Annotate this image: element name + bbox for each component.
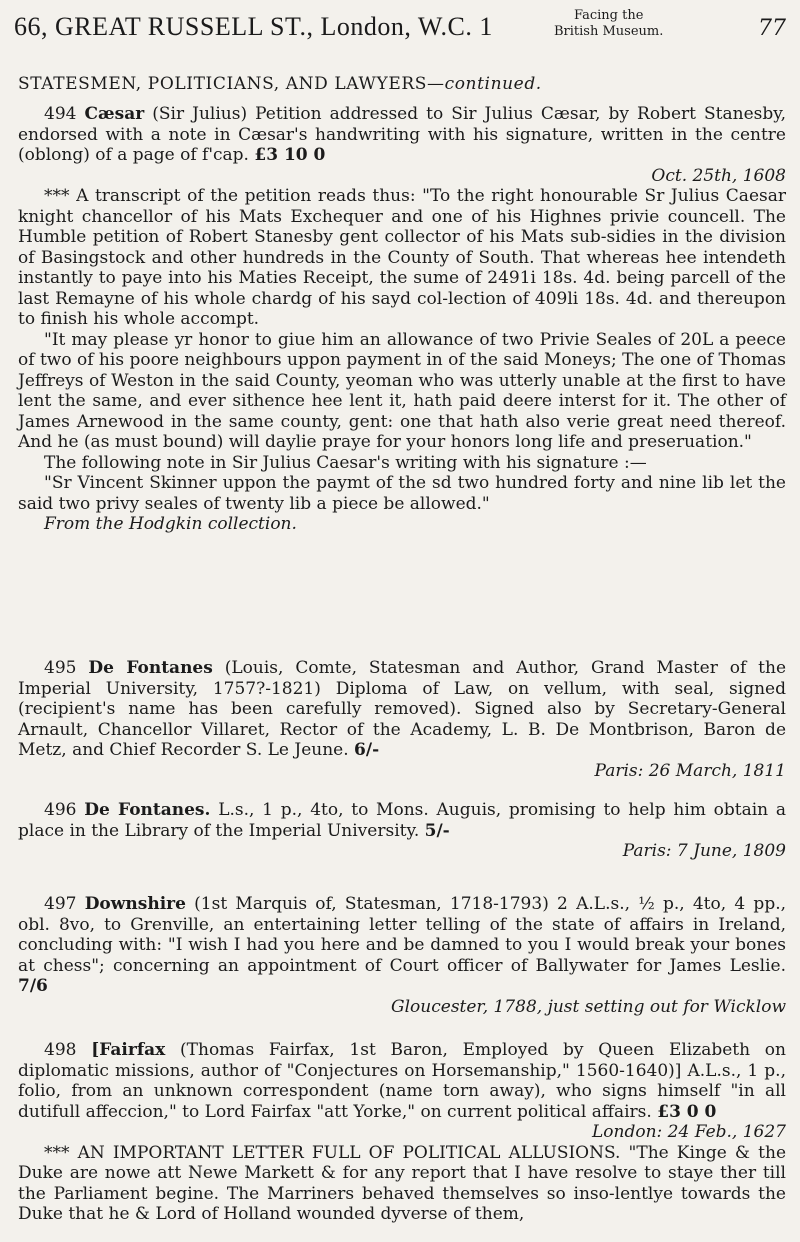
header-facing-note: [554, 8, 663, 40]
lot-price: £3 10 0: [254, 145, 326, 165]
lot-number: 497: [44, 894, 77, 914]
lot-496: [18, 800, 786, 862]
lot-description: (1st Marquis of, Statesman, 1718-1793) 2 A.L.s., ½ p., 4to, 4 pp., obl. 8vo, to Grenville, an entertaining letter telling of the state of affairs in Ireland, concluding with: "I wish I had you here and be damned to you I would break your bones at chess"; concerning an appointment of Court officer of Ballywater for James Leslie.: [18, 894, 787, 976]
lot-note: "It may please yr honor to giue him an allowance of two Privie Seales of 20L a peece of two of his poore neighbours uppon payment in of the said Moneys; The one of Thomas Jeffreys of Weston in the said County, yeoman who was utterly unable at the first to have lent the same, and ever sithence hee lent it, hath paid deere interst for it. The other of James Arnewood in the same county, gent: one that hath also verie great need thereof. And he (as must bound) will daylie praye for your honors long life and preseruation.": [18, 329, 786, 452]
lot-date: London: 24 Feb., 1627: [592, 1122, 786, 1142]
lot-date: Gloucester, 1788, just setting out for Wicklow: [391, 996, 786, 1017]
page-header: [14, 8, 786, 60]
lot-date: Paris: 7 June, 1809: [622, 841, 786, 861]
lot-note: *** A transcript of the petition reads thus: "To the right honourable Sr Julius Caesar knight chancellor of his Mats Exchequer and one of his Highnes privie councell. The Humble petition of Robert Stanesby gent collector of his Mats sub-sidies in the division of Basingstock and other hundreds in the County of South. That whereas hee intendeth instantly to paye into his Maties Receipt, the sume of 2491i 18s. 4d. being parcell of the last Remayne of his whole chardg of his sayd col-lection of 409li 18s. 4d. and thereupon to finish his whole accompt.: [18, 186, 786, 329]
lot-name: Downshire: [84, 894, 186, 914]
section-title-continued: continued.: [444, 74, 542, 94]
lot-name: De Fontanes.: [84, 800, 211, 820]
lot-number: 495: [44, 658, 77, 678]
lot-date: Paris: 26 March, 1811: [594, 760, 786, 781]
lot-494: [18, 104, 786, 535]
facing-line-1: Facing the: [573, 8, 644, 23]
lot-price: 7/6: [18, 976, 48, 996]
lot-description: (Louis, Comte, Statesman and Author, Grand Master of the Imperial University, 1757?-1821) Diploma of Law, on vellum, with seal, signed (recipient's name has been carefully removed). Signed also by Secretary-General Arnault, Chancellor Villaret, Rector of the Academy, L. B. De Montbrison, Baron de Metz, and Chief Recorder S. Le Jeune.: [18, 658, 787, 760]
lot-description: (Thomas Fairfax, 1st Baron, Employed by Queen Elizabeth on diplomatic missions, author of "Conjectures on Horsemanship," 1560-1640)] A.L.s., 1 p., folio, from an unknown correspondent (name torn away), who signs himself "in all dutifull affeccion," to Lord Fairfax "att Yorke," on current political affairs.: [18, 1040, 786, 1122]
lot-495: [18, 658, 786, 781]
lot-date: Oct. 25th, 1608: [651, 165, 786, 186]
lot-498: [18, 1040, 786, 1225]
lot-note: From the Hodgkin collection.: [44, 514, 297, 534]
lot-name: [Fairfax: [91, 1040, 166, 1060]
lot-name: De Fontanes: [88, 658, 213, 678]
lot-note: The following note in Sir Julius Caesar's writing with his signature :—: [44, 452, 647, 473]
lot-price: 6/-: [354, 740, 380, 760]
lot-note: *** AN IMPORTANT LETTER FULL OF POLITICAL ALLUSIONS. "The Kinge & the Duke are nowe att Newe Markett & for any report that I have resolve to staye ther till the Parliament begine. The Marriners behaved themselves so inso-lentlye towards the Duke that he & Lord of Holland wounded dyverse of them,: [18, 1142, 786, 1224]
section-title-main: STATESMEN, POLITICIANS, AND LAWYERS—: [18, 74, 445, 94]
lot-497: [18, 894, 786, 1017]
lot-name: Cæsar: [84, 104, 145, 124]
lot-number: 494: [44, 104, 77, 124]
lot-description: (Sir Julius) Petition addressed to Sir Julius Cæsar, by Robert Stanesby, endorsed with a note in Cæsar's handwriting with his signature, written in the centre (oblong) of a page of f'cap.: [18, 104, 786, 165]
lot-number: 496: [44, 800, 77, 820]
lot-price: 5/-: [424, 820, 450, 841]
lot-description: L.s., 1 p., 4to, to Mons. Auguis, promising to help him obtain a place in the Library of the Imperial University.: [18, 800, 786, 841]
lot-note: "Sr Vincent Skinner uppon the paymt of the sd two hundred forty and nine lib let the said two privy seales of twenty lib a piece be allowed.": [18, 473, 786, 514]
section-title: [18, 74, 542, 94]
page-number: 77: [758, 16, 786, 41]
header-address: 66, GREAT RUSSELL ST., London, W.C. 1: [14, 12, 493, 41]
lot-price: £3 0 0: [657, 1101, 717, 1122]
lot-number: 498: [44, 1040, 77, 1060]
facing-line-2: British Museum.: [554, 24, 664, 39]
